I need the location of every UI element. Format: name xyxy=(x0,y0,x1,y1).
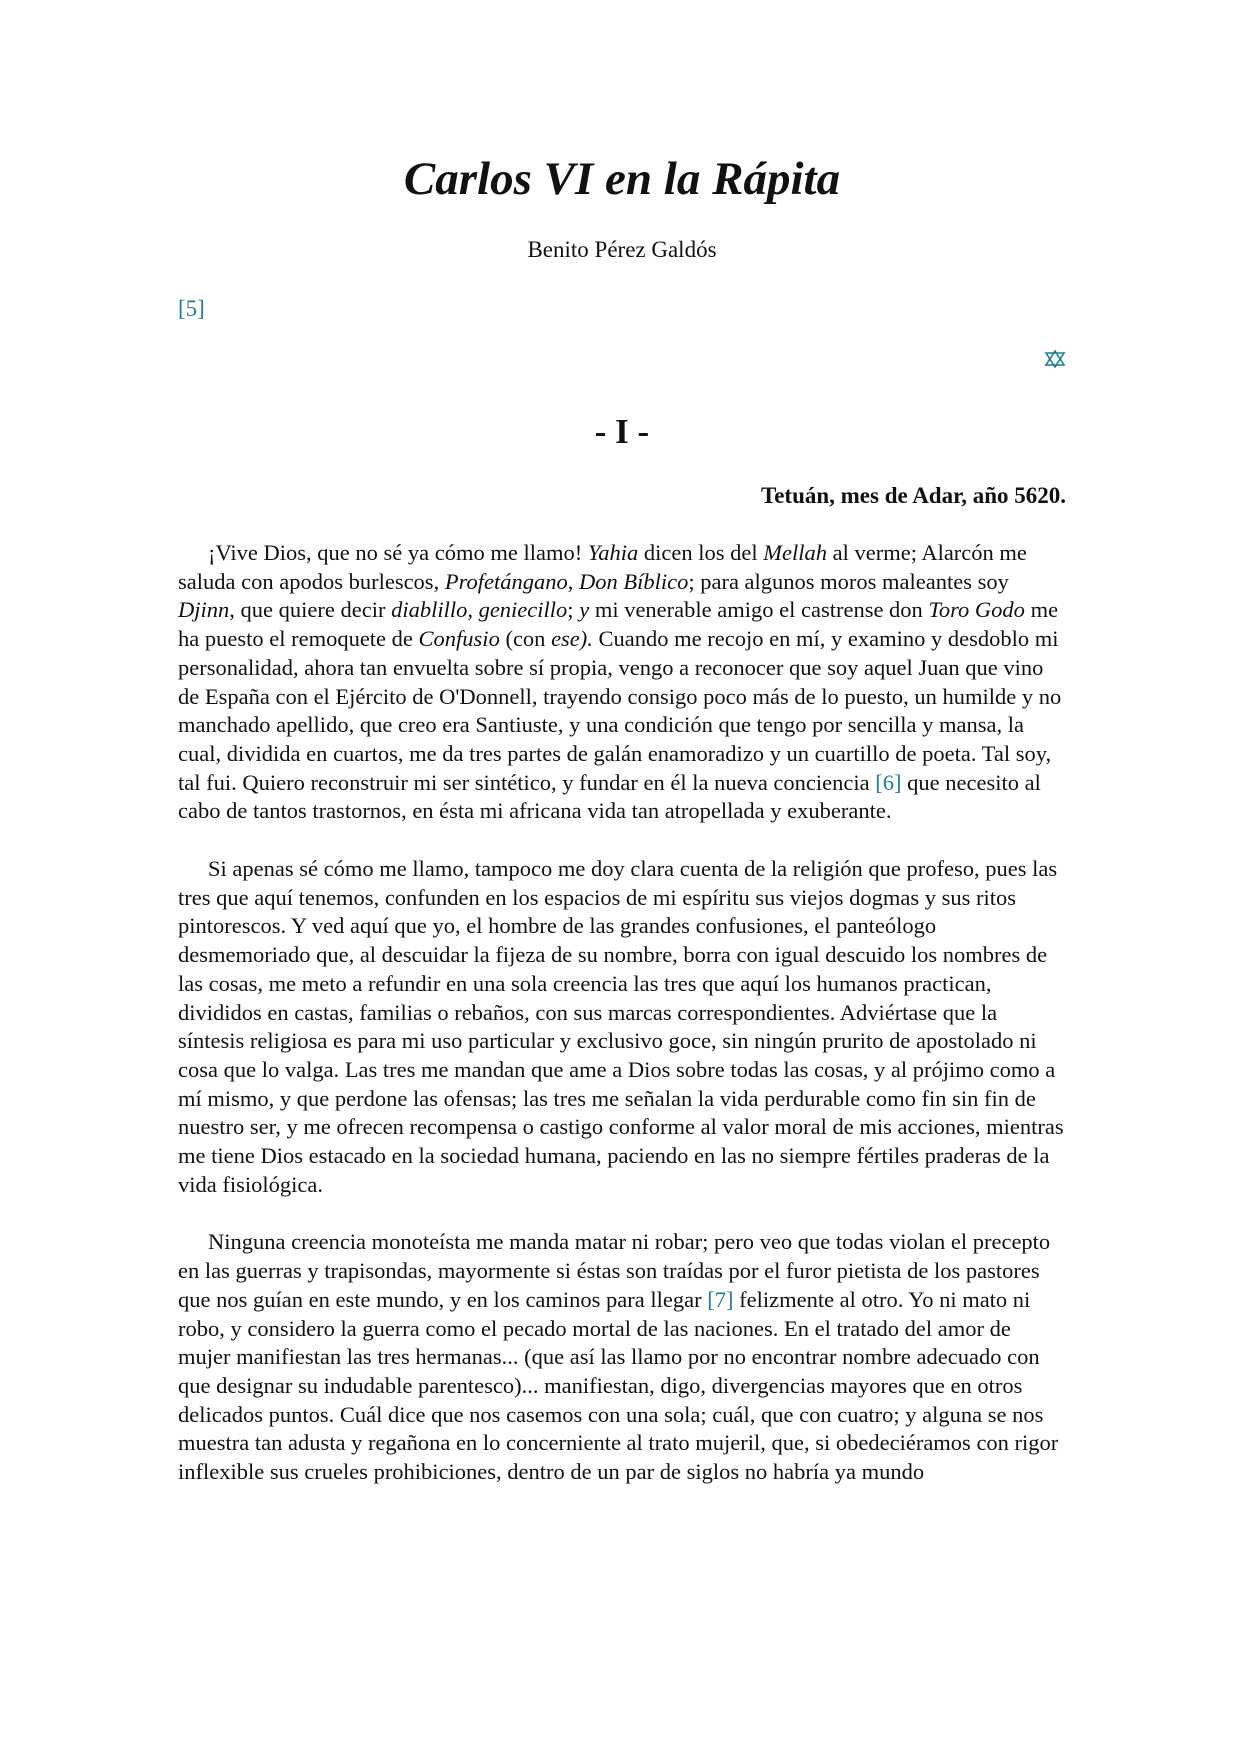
dateline: Tetuán, mes de Adar, año 5620. xyxy=(760,483,1066,508)
page-reference-link[interactable]: [5] xyxy=(178,296,205,321)
author-name: Benito Pérez Galdós xyxy=(527,237,717,262)
star-of-david-icon[interactable] xyxy=(1044,350,1066,368)
page-reference-link[interactable]: [7] xyxy=(707,1286,734,1312)
chapter-heading: - I - xyxy=(594,412,650,451)
page-reference-link[interactable]: [6] xyxy=(875,769,902,795)
book-title: Carlos VI en la Rápita xyxy=(403,153,841,205)
paragraph: Ninguna creencia monoteísta me manda matar ni robar; pero veo que todas violan el precepto en las guerras y trapisondas, mayormente si éstas son traídas por el furor pietista de los pastores que nos guían en este mundo, y en los caminos para llegar [7] felizmente al otro. Yo ni mato ni robo, y considero la guerra como el pecado mortal de las naciones. En el tratado del amor de mujer manifiestan las tres hermanas... (que así las llamo por no encontrar nombre adecuado con que designar su indudable parentesco)... manifiestan, digo, divergencias mayores que en otros delicados puntos. Cuál dice que nos casemos con una sola; cuál, que con cuatro; y alguna se nos muestra tan adusta y regañona en lo concerniente al trato mujeril, que, si obedeciéramos con rigor inflexible sus crueles prohibiciones, dentro de un par de siglos no habría ya mundo xyxy=(178,1229,1059,1485)
paragraph: Si apenas sé cómo me llamo, tampoco me doy clara cuenta de la religión que profeso, pues las tres que aquí tenemos, confunden en los espacios de mi espíritu sus viejos dogmas y sus ritos pintorescos. Y ved aquí que yo, el hombre de las grandes confusiones, el panteólogo desmemoriado que, al descuidar la fijeza de su nombre, borra con igual descuido los nombres de las cosas, me meto a refundir en una sola creencia las tres que aquí los humanos practican, divididos en castas, familias o rebaños, con sus marcas correspondientes. Adviértase que la síntesis religiosa es para mi uso particular y exclusivo goce, sin ningún prurito de apostolado ni cosa que lo valga. Las tres me mandan que ame a Dios sobre todas las cosas, y al prójimo como a mí mismo, y que perdone las ofensas; las tres me señalan la vida perdurable como fin sin fin de nuestro ser, y me ofrecen recompensa o castigo conforme al valor moral de mis acciones, mientras me tiene Dios estacado en la sociedad humana, paciendo en las no siempre fértiles praderas de la vida fisiológica. xyxy=(178,856,1064,1197)
body-text xyxy=(178,539,1066,1516)
paragraph: ¡Vive Dios, que no sé ya cómo me llamo! Yahia dicen los del Mellah al verme; Alarcón me saluda con apodos burlescos, Profetángano, Don Bíblico; para algunos moros maleantes soy Djinn, que quiere decir diablillo, geniecillo; y mi venerable amigo el castrense don Toro Godo me ha puesto el remoquete de Confusio (con ese). Cuando me recojo en mí, y examino y desdoblo mi personalidad, ahora tan envuelta sobre sí propia, vengo a reconocer que soy aquel Juan que vino de España con el Ejército de O'Donnell, trayendo consigo poco más de lo puesto, un humilde y no manchado apellido, que creo era Santiuste, y una condición que tengo por sencilla y mansa, la cual, dividida en cuartos, me da tres partes de galán enamoradizo y un cuartillo de poeta. Tal soy, tal fui. Quiero reconstruir mi ser sintético, y fundar en él la nueva conciencia [6] que necesito al cabo de tantos trastornos, en ésta mi africana vida tan atropellada y exuberante. xyxy=(178,540,1062,824)
